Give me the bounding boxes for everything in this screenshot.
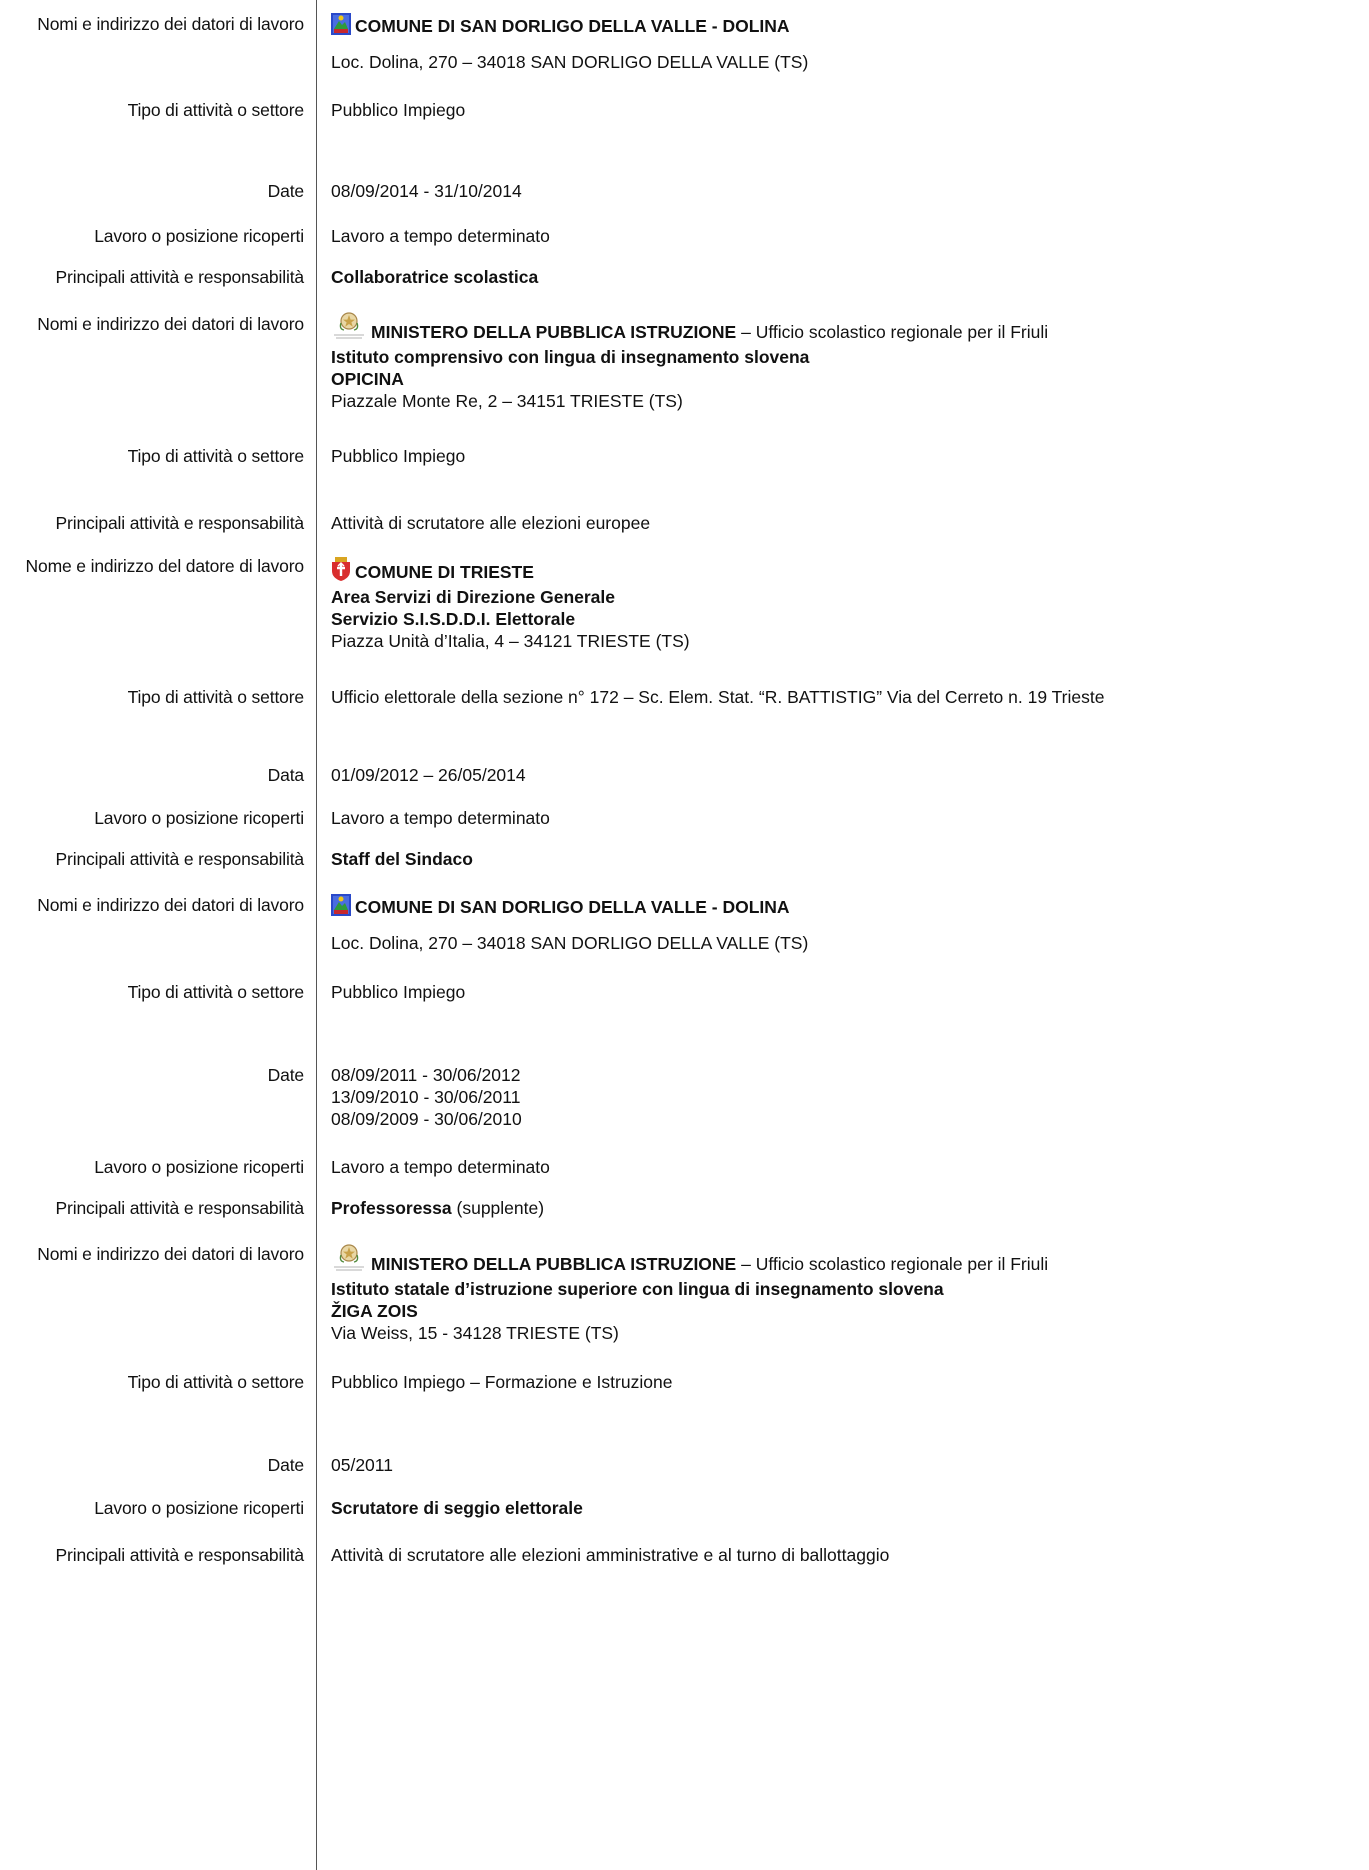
- italian-republic-emblem-icon: [331, 311, 367, 346]
- dates-label: Date: [267, 1065, 304, 1085]
- activities-title: Professoressa: [331, 1198, 452, 1218]
- activities-label: Principali attività e responsabilità: [55, 1545, 304, 1565]
- position-label: Lavoro o posizione ricoperti: [94, 1157, 304, 1177]
- activities-label: Principali attività e responsabilità: [55, 513, 304, 533]
- date-range: 08/09/2011 - 30/06/2012: [331, 1065, 521, 1085]
- employer-institute: Istituto comprensivo con lingua di insegnamento slovena: [331, 347, 810, 367]
- employer-value: [331, 13, 1367, 73]
- employer-name: MINISTERO DELLA PUBBLICA ISTRUZIONE: [371, 322, 737, 342]
- employer-address: Piazza Unità d’Italia, 4 – 34121 TRIESTE (TS): [331, 631, 690, 651]
- employer-value: [331, 1243, 1367, 1344]
- employer-address: Loc. Dolina, 270 – 34018 SAN DORLIGO DELLA VALLE (TS): [331, 52, 809, 72]
- employer-office: – Ufficio scolastico regionale per il Friuli: [736, 1254, 1049, 1274]
- date-value: 01/09/2012 – 26/05/2014: [331, 765, 526, 785]
- date-range: 13/09/2010 - 30/06/2011: [331, 1087, 521, 1107]
- activities-label: Principali attività e responsabilità: [55, 1198, 304, 1218]
- sector-label: Tipo di attività o settore: [127, 687, 304, 707]
- employer-name: COMUNE DI SAN DORLIGO DELLA VALLE - DOLINA: [355, 16, 790, 36]
- employer-label: Nomi e indirizzo dei datori di lavoro: [37, 1244, 304, 1264]
- date-label: Data: [267, 765, 304, 785]
- column-divider: [316, 0, 317, 1870]
- employer-department: Area Servizi di Direzione Generale: [331, 587, 616, 607]
- trieste-coat-of-arms-icon: [331, 557, 351, 586]
- employer-label: Nome e indirizzo del datore di lavoro: [25, 556, 304, 576]
- employer-school: ŽIGA ZOIS: [331, 1301, 418, 1321]
- employer-value: [331, 894, 1367, 954]
- dates-value: 05/2011: [331, 1455, 393, 1475]
- dolina-coat-of-arms-icon: [331, 894, 351, 921]
- employer-service: Servizio S.I.S.D.D.I. Elettorale: [331, 609, 576, 629]
- activities-value: [331, 1197, 1367, 1219]
- employer-name: MINISTERO DELLA PUBBLICA ISTRUZIONE: [371, 1254, 737, 1274]
- dates-label: Date: [267, 181, 304, 201]
- employer-label: Nomi e indirizzo dei datori di lavoro: [37, 314, 304, 334]
- activities-value: Collaboratrice scolastica: [331, 267, 539, 287]
- employer-address: Piazzale Monte Re, 2 – 34151 TRIESTE (TS): [331, 391, 683, 411]
- position-value: Lavoro a tempo determinato: [331, 808, 550, 828]
- sector-label: Tipo di attività o settore: [127, 446, 304, 466]
- activities-label: Principali attività e responsabilità: [55, 267, 304, 287]
- employer-office: – Ufficio scolastico regionale per il Friuli: [736, 322, 1049, 342]
- activities-note: (supplente): [451, 1198, 545, 1218]
- position-value: Lavoro a tempo determinato: [331, 226, 550, 246]
- activities-value: Staff del Sindaco: [331, 849, 473, 869]
- employer-name: COMUNE DI SAN DORLIGO DELLA VALLE - DOLINA: [355, 897, 790, 917]
- employer-address: Loc. Dolina, 270 – 34018 SAN DORLIGO DELLA VALLE (TS): [331, 933, 809, 953]
- employer-school: OPICINA: [331, 369, 404, 389]
- sector-label: Tipo di attività o settore: [127, 982, 304, 1002]
- employer-value: [331, 557, 1367, 652]
- position-value: Scrutatore di seggio elettorale: [331, 1498, 583, 1518]
- sector-value: Pubblico Impiego: [331, 446, 466, 466]
- position-value: Lavoro a tempo determinato: [331, 1157, 550, 1177]
- sector-value: Pubblico Impiego – Formazione e Istruzione: [331, 1372, 673, 1392]
- activities-value: Attività di scrutatore alle elezioni amministrative e al turno di ballottaggio: [331, 1545, 890, 1565]
- employer-value: [331, 311, 1367, 412]
- activities-label: Principali attività e responsabilità: [55, 849, 304, 869]
- employer-address: Via Weiss, 15 - 34128 TRIESTE (TS): [331, 1323, 619, 1343]
- sector-label: Tipo di attività o settore: [127, 1372, 304, 1392]
- sector-label: Tipo di attività o settore: [127, 100, 304, 120]
- position-label: Lavoro o posizione ricoperti: [94, 808, 304, 828]
- employer-institute: Istituto statale d’istruzione superiore con lingua di insegnamento slovena: [331, 1279, 944, 1299]
- date-range: 08/09/2009 - 30/06/2010: [331, 1109, 522, 1129]
- italian-republic-emblem-icon: [331, 1243, 367, 1278]
- activities-value: Attività di scrutatore alle elezioni europee: [331, 513, 651, 533]
- dolina-coat-of-arms-icon: [331, 13, 351, 40]
- employer-label: Nomi e indirizzo dei datori di lavoro: [37, 14, 304, 34]
- dates-value: 08/09/2014 - 31/10/2014: [331, 181, 522, 201]
- employer-name: COMUNE DI TRIESTE: [355, 562, 534, 582]
- sector-value: Pubblico Impiego: [331, 100, 466, 120]
- sector-value: Pubblico Impiego: [331, 982, 466, 1002]
- dates-value: [331, 1064, 1367, 1130]
- position-label: Lavoro o posizione ricoperti: [94, 226, 304, 246]
- dates-label: Date: [267, 1455, 304, 1475]
- position-label: Lavoro o posizione ricoperti: [94, 1498, 304, 1518]
- employer-label: Nomi e indirizzo dei datori di lavoro: [37, 895, 304, 915]
- sector-value: Ufficio elettorale della sezione n° 172 – Sc. Elem. Stat. “R. BATTISTIG” Via del Cerreto n. 19 Trieste: [331, 687, 1105, 707]
